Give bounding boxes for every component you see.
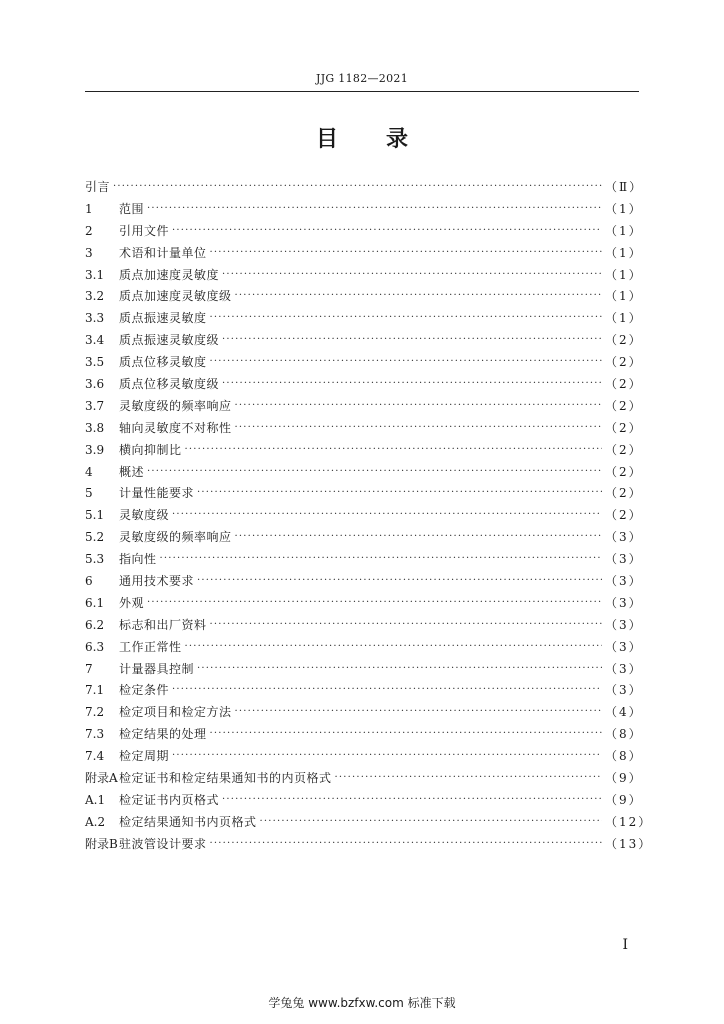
toc-leader-dots bbox=[210, 248, 602, 258]
toc-entry-number: 3.1 bbox=[85, 267, 105, 282]
toc-entry-page: （3） bbox=[605, 639, 643, 654]
toc-entry-number: 7.1 bbox=[85, 683, 105, 698]
toc-entry-page: （2） bbox=[605, 508, 643, 523]
toc-entry[interactable] bbox=[85, 526, 643, 548]
toc-entry-page: （3） bbox=[605, 573, 643, 588]
toc-entry-label: 检定证书内页格式 bbox=[119, 792, 220, 807]
toc-entry-label: 工作正常性 bbox=[119, 639, 182, 654]
toc-leader-dots bbox=[210, 357, 602, 367]
toc-entry-page: （1） bbox=[605, 201, 643, 216]
toc-leader-dots bbox=[147, 598, 602, 608]
toc-entry-label: 横向抑制比 bbox=[119, 442, 182, 457]
toc-entry-label: 灵敏度级 bbox=[119, 508, 170, 523]
toc-entry[interactable] bbox=[85, 482, 643, 504]
toc-entry-label: 检定结果通知书内页格式 bbox=[119, 814, 257, 829]
toc-entry-page: （2） bbox=[605, 486, 643, 501]
toc-entry-label: 检定项目和检定方法 bbox=[119, 705, 232, 720]
toc-entry[interactable] bbox=[85, 504, 643, 526]
toc-leader-dots bbox=[197, 488, 602, 498]
toc-entry-page: （1） bbox=[605, 311, 643, 326]
toc-leader-dots bbox=[147, 467, 602, 477]
toc-entry[interactable] bbox=[85, 373, 643, 395]
toc-entry-label: 检定证书和检定结果通知书的内页格式 bbox=[119, 770, 332, 785]
toc-entry[interactable] bbox=[85, 789, 643, 811]
toc-entry[interactable] bbox=[85, 658, 643, 680]
toc-entry[interactable] bbox=[85, 614, 643, 636]
toc-entry-page: （1） bbox=[605, 289, 643, 304]
toc-entry-page: （9） bbox=[605, 770, 643, 785]
toc-entry[interactable] bbox=[85, 745, 643, 767]
toc-entry-label: 灵敏度级的频率响应 bbox=[119, 398, 232, 413]
toc-leader-dots bbox=[222, 270, 602, 280]
toc-entry-page: （3） bbox=[605, 530, 643, 545]
toc-entry[interactable] bbox=[85, 285, 643, 307]
toc-entry-number: 3 bbox=[85, 245, 93, 260]
toc-entry-label: 驻波管设计要求 bbox=[119, 836, 207, 851]
toc-entry-number: 5 bbox=[85, 486, 93, 501]
toc-entry-label: 外观 bbox=[119, 595, 145, 610]
toc-entry-number: 1 bbox=[85, 201, 93, 216]
toc-entry-number: 5.3 bbox=[85, 552, 105, 567]
toc-entry-label: 范围 bbox=[119, 201, 145, 216]
toc-entry-number: 3.3 bbox=[85, 311, 105, 326]
toc-entry-page: （2） bbox=[605, 464, 643, 479]
toc-entry-label: 指向性 bbox=[119, 552, 157, 567]
toc-entry-number: 5.1 bbox=[85, 508, 105, 523]
toc-entry-label: 概述 bbox=[119, 464, 145, 479]
footer-watermark: 学兔兔 www.bzfxw.com 标准下载 bbox=[268, 996, 456, 1010]
toc-entry[interactable] bbox=[85, 307, 643, 329]
toc-entry-number: 6.1 bbox=[85, 595, 105, 610]
toc-entry[interactable] bbox=[85, 329, 643, 351]
toc-entry-label: 引言 bbox=[85, 179, 111, 194]
toc-entry-label: 计量器具控制 bbox=[119, 661, 195, 676]
toc-entry[interactable] bbox=[85, 701, 643, 723]
toc-entry[interactable] bbox=[85, 220, 643, 242]
toc-entry-number: 6.2 bbox=[85, 617, 105, 632]
toc-entry-page: （2） bbox=[605, 398, 643, 413]
toc-entry-number: 5.2 bbox=[85, 530, 105, 545]
table-of-contents bbox=[85, 176, 653, 855]
toc-entry[interactable] bbox=[85, 198, 643, 220]
toc-leader-dots bbox=[113, 182, 602, 192]
toc-entry-label: 通用技术要求 bbox=[119, 573, 195, 588]
toc-leader-dots bbox=[335, 773, 602, 783]
toc-leader-dots bbox=[235, 423, 602, 433]
toc-entry-number: 3.8 bbox=[85, 420, 105, 435]
page-number: I bbox=[622, 937, 628, 953]
toc-entry-page: （2） bbox=[605, 442, 643, 457]
toc-entry-label: 质点位移灵敏度 bbox=[119, 355, 207, 370]
toc-entry-label: 轴向灵敏度不对称性 bbox=[119, 420, 232, 435]
toc-entry[interactable] bbox=[85, 548, 643, 570]
toc-leader-dots bbox=[185, 642, 602, 652]
toc-entry-number: 3.7 bbox=[85, 398, 105, 413]
toc-entry[interactable] bbox=[85, 264, 643, 286]
toc-leader-dots bbox=[210, 620, 602, 630]
toc-leader-dots bbox=[222, 335, 602, 345]
toc-leader-dots bbox=[172, 226, 602, 236]
toc-entry-number: 7.4 bbox=[85, 749, 105, 764]
toc-entry-page: （2） bbox=[605, 355, 643, 370]
toc-entry-label: 灵敏度级的频率响应 bbox=[119, 530, 232, 545]
toc-entry-number: 7 bbox=[85, 661, 93, 676]
toc-leader-dots bbox=[222, 379, 602, 389]
toc-entry[interactable] bbox=[85, 811, 653, 833]
toc-leader-dots bbox=[172, 751, 602, 761]
toc-leader-dots bbox=[235, 291, 602, 301]
toc-leader-dots bbox=[222, 795, 602, 805]
toc-entry-number: 7.2 bbox=[85, 705, 105, 720]
toc-entry-page: （4） bbox=[605, 705, 643, 720]
toc-entry-page: （8） bbox=[605, 749, 643, 764]
toc-entry-page: （2） bbox=[605, 333, 643, 348]
toc-entry-page: （1） bbox=[605, 267, 643, 282]
toc-leader-dots bbox=[160, 554, 602, 564]
toc-entry[interactable] bbox=[85, 351, 643, 373]
toc-entry-number: 3.6 bbox=[85, 376, 105, 391]
toc-entry[interactable] bbox=[85, 679, 643, 701]
toc-leader-dots bbox=[235, 532, 602, 542]
toc-entry-page: （12） bbox=[605, 814, 653, 829]
toc-leader-dots bbox=[210, 313, 602, 323]
toc-entry-number: 2 bbox=[85, 223, 93, 238]
toc-entry[interactable] bbox=[85, 439, 643, 461]
header-rule bbox=[85, 91, 639, 92]
toc-leader-dots bbox=[172, 510, 602, 520]
toc-entry[interactable] bbox=[85, 176, 644, 198]
toc-entry-number: A.1 bbox=[85, 792, 106, 807]
toc-entry-number: 附录B bbox=[85, 836, 118, 851]
toc-entry-page: （3） bbox=[605, 595, 643, 610]
toc-leader-dots bbox=[210, 839, 602, 849]
toc-leader-dots bbox=[185, 445, 602, 455]
toc-entry[interactable] bbox=[85, 723, 643, 745]
toc-leader-dots bbox=[172, 685, 602, 695]
toc-leader-dots bbox=[235, 707, 602, 717]
page-title: 目录 bbox=[315, 126, 456, 152]
toc-entry-page: （13） bbox=[605, 836, 653, 851]
toc-entry[interactable] bbox=[85, 570, 643, 592]
toc-entry-page: （Ⅱ） bbox=[605, 179, 644, 194]
toc-entry-label: 质点振速灵敏度 bbox=[119, 311, 207, 326]
toc-entry-label: 引用文件 bbox=[119, 223, 170, 238]
toc-entry-page: （2） bbox=[605, 376, 643, 391]
toc-entry[interactable] bbox=[85, 461, 643, 483]
toc-entry[interactable] bbox=[85, 592, 643, 614]
toc-entry[interactable] bbox=[85, 242, 643, 264]
toc-entry-label: 质点加速度灵敏度级 bbox=[119, 289, 232, 304]
toc-leader-dots bbox=[147, 204, 602, 214]
toc-entry-number: 7.3 bbox=[85, 727, 105, 742]
toc-entry-number: 6.3 bbox=[85, 639, 105, 654]
toc-entry-number: 3.9 bbox=[85, 442, 105, 457]
toc-entry-number: 3.2 bbox=[85, 289, 105, 304]
toc-entry-page: （9） bbox=[605, 792, 643, 807]
toc-entry-number: 附录A bbox=[85, 770, 118, 785]
toc-entry-number: 3.4 bbox=[85, 333, 105, 348]
toc-entry-page: （8） bbox=[605, 727, 643, 742]
toc-leader-dots bbox=[197, 576, 602, 586]
toc-entry[interactable] bbox=[85, 767, 643, 789]
toc-entry-page: （1） bbox=[605, 223, 643, 238]
toc-entry-page: （1） bbox=[605, 245, 643, 260]
toc-entry-label: 检定周期 bbox=[119, 749, 170, 764]
document-code-header: JJG 1182—2021 bbox=[316, 72, 408, 85]
toc-entry-label: 检定条件 bbox=[119, 683, 170, 698]
toc-leader-dots bbox=[260, 817, 602, 827]
toc-entry-page: （2） bbox=[605, 420, 643, 435]
toc-entry-number: 6 bbox=[85, 573, 93, 588]
toc-entry[interactable] bbox=[85, 636, 643, 658]
toc-entry-page: （3） bbox=[605, 552, 643, 567]
toc-leader-dots bbox=[210, 729, 602, 739]
toc-entry-number: A.2 bbox=[85, 814, 106, 829]
toc-leader-dots bbox=[235, 401, 602, 411]
toc-entry[interactable] bbox=[85, 833, 653, 855]
toc-entry-label: 质点加速度灵敏度 bbox=[119, 267, 220, 282]
toc-leader-dots bbox=[197, 664, 602, 674]
toc-entry-label: 术语和计量单位 bbox=[119, 245, 207, 260]
toc-entry-number: 3.5 bbox=[85, 355, 105, 370]
toc-entry-label: 质点振速灵敏度级 bbox=[119, 333, 220, 348]
toc-entry[interactable] bbox=[85, 417, 643, 439]
toc-entry-page: （3） bbox=[605, 661, 643, 676]
toc-entry-label: 标志和出厂资料 bbox=[119, 617, 207, 632]
toc-entry[interactable] bbox=[85, 395, 643, 417]
toc-entry-number: 4 bbox=[85, 464, 93, 479]
toc-entry-label: 计量性能要求 bbox=[119, 486, 195, 501]
toc-entry-label: 质点位移灵敏度级 bbox=[119, 376, 220, 391]
toc-entry-page: （3） bbox=[605, 683, 643, 698]
toc-entry-label: 检定结果的处理 bbox=[119, 727, 207, 742]
toc-entry-page: （3） bbox=[605, 617, 643, 632]
